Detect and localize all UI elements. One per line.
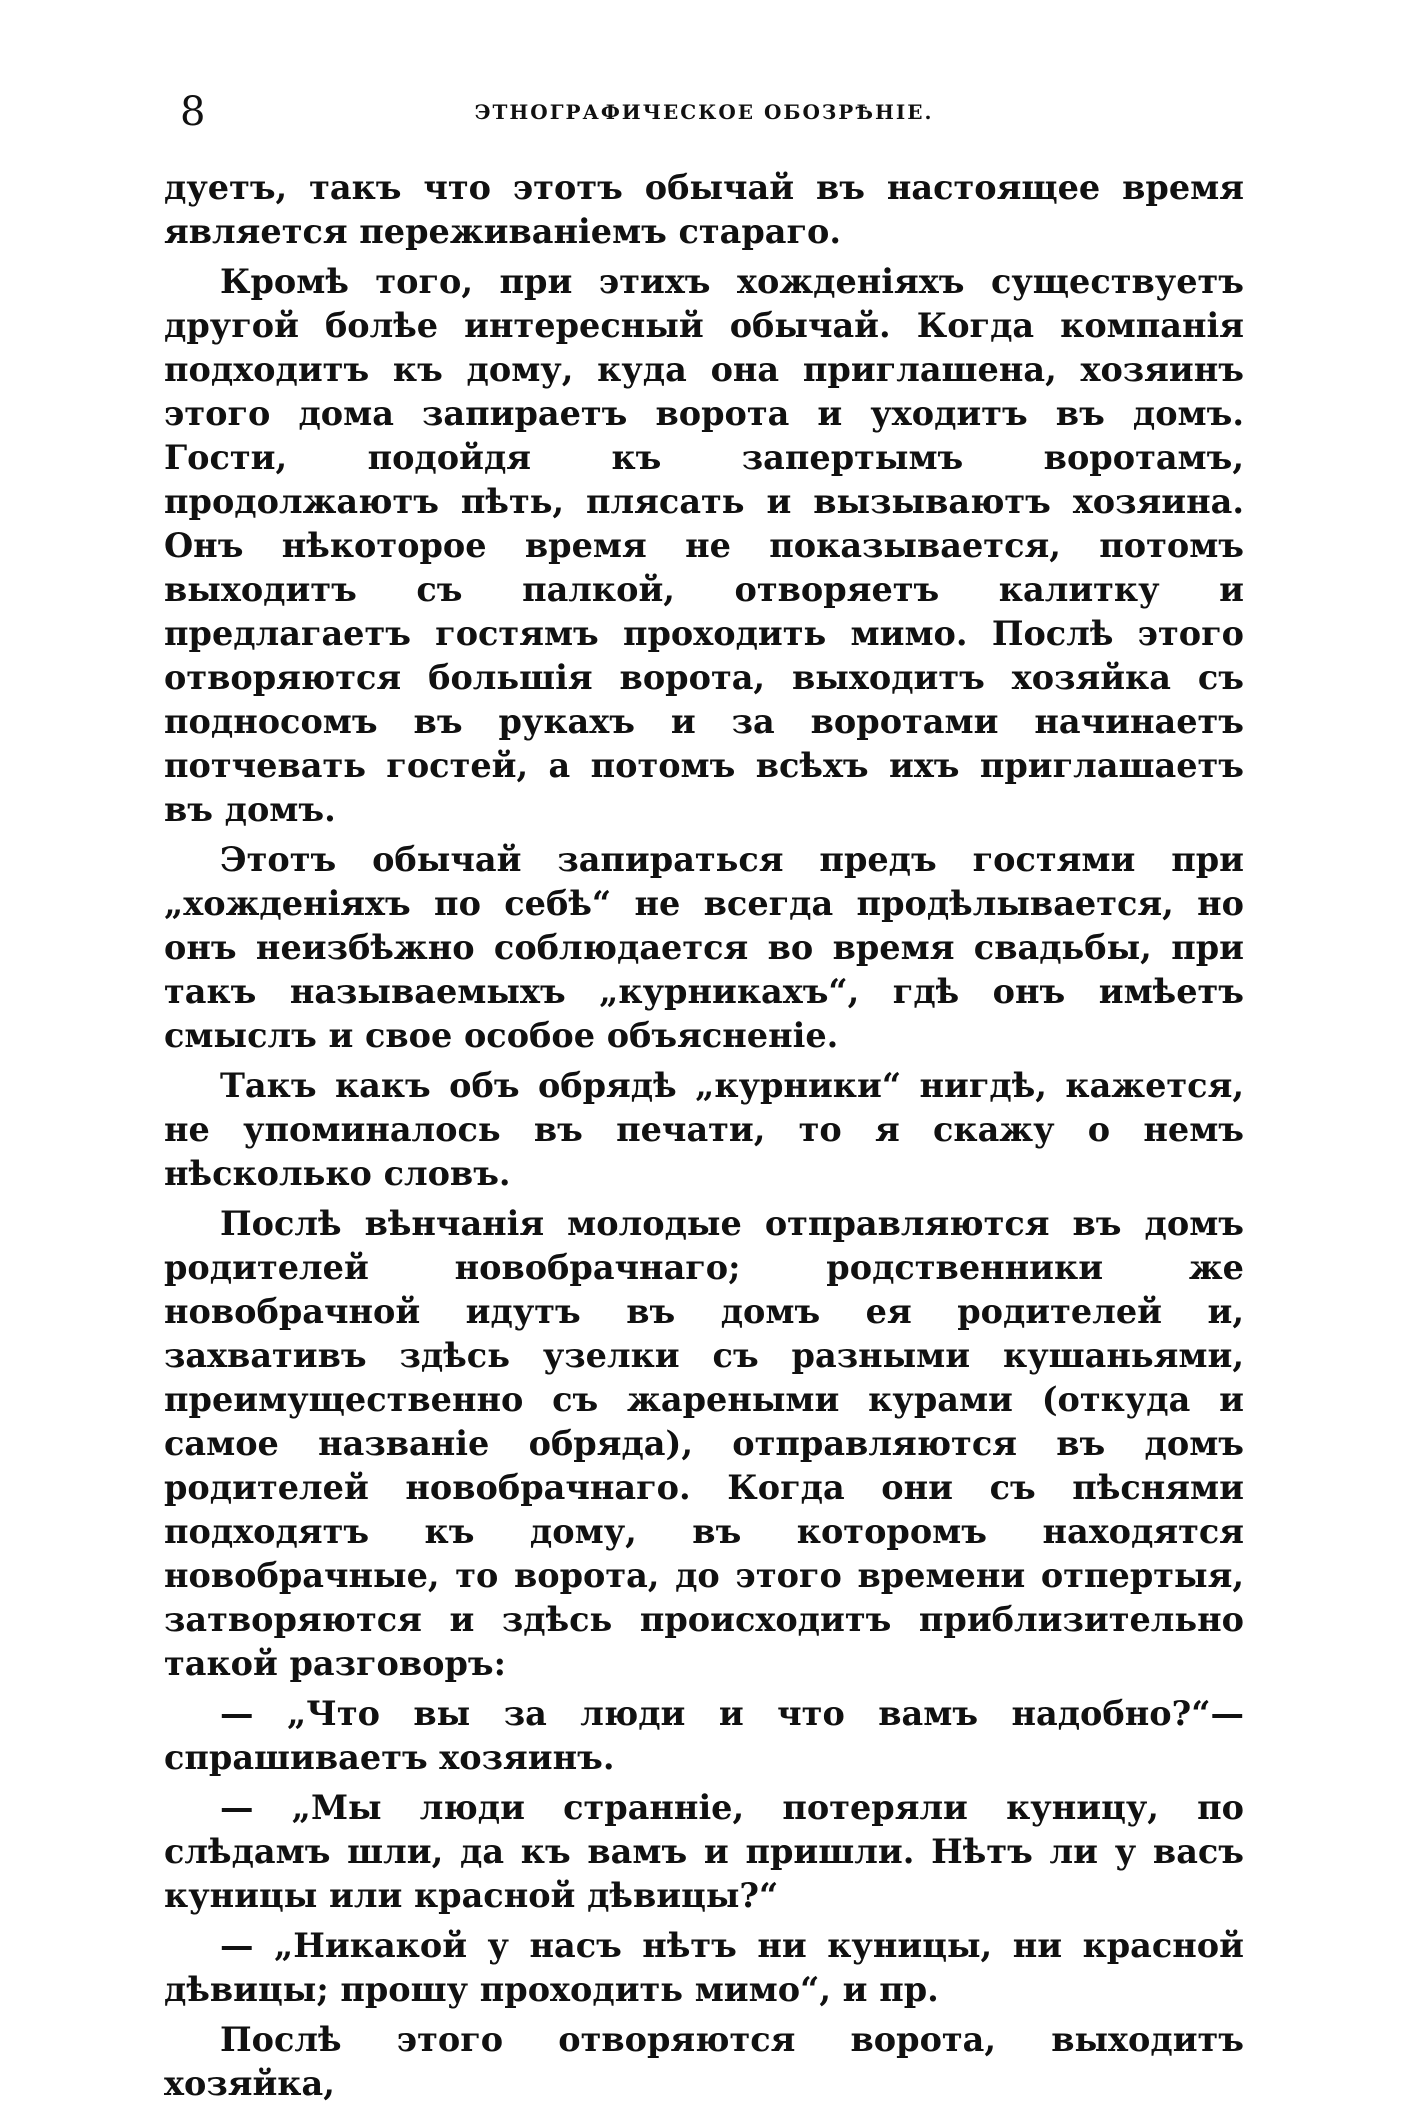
paragraph: Послѣ этого отворяются ворота, выходитъ хозяйка, — [164, 2020, 1244, 2103]
page-header — [164, 89, 1244, 135]
paragraph: Кромѣ того, при этихъ хожденіяхъ существуетъ другой болѣе интересный обычай. Когда компанія подходитъ къ дому, куда она приглашена, хозяинъ этого дома запираетъ ворота и уходитъ въ домъ. Гости, подойдя къ запертымъ воротамъ, продолжаютъ пѣть, плясать и вызываютъ хозяина. Онъ нѣкоторое время не показывается, потомъ выходитъ съ палкой, отворяетъ калитку и предлагаетъ гостямъ проходить мимо. Послѣ этого отворяются большія ворота, выходитъ хозяйка съ подносомъ въ рукахъ и за воротами начинаетъ потчевать гостей, а потомъ всѣхъ ихъ приглашаетъ въ домъ. — [164, 262, 1244, 829]
page — [164, 89, 1244, 2112]
dialogue-line: — „Мы люди странніе, потеряли куницу, по слѣдамъ шли, да къ вамъ и пришли. Нѣтъ ли у васъ куницы или красной дѣвицы?“ — [164, 1788, 1244, 1915]
running-title: ЭТНОГРАФИЧЕСКОЕ ОБОЗРѢНІЕ. — [474, 100, 934, 124]
body-text — [164, 166, 1244, 2106]
page-number: 8 — [180, 89, 206, 135]
dialogue-line: — „Что вы за люди и что вамъ надобно?“—спрашиваетъ хозяинъ. — [164, 1694, 1244, 1777]
paragraph: Послѣ вѣнчанія молодые отправляются въ домъ родителей новобрачнаго; родственники же новобрачной идутъ въ домъ ея родителей и, захвативъ здѣсь узелки съ разными кушаньями, преимущественно съ жареными курами (откуда и самое названіе обряда), отправляются въ домъ родителей новобрачнаго. Когда они съ пѣснями подходятъ къ дому, въ которомъ находятся новобрачные, то ворота, до этого времени отпертыя, затворяются и здѣсь происходитъ приблизительно такой разговоръ: — [164, 1204, 1244, 1683]
paragraph: Этотъ обычай запираться предъ гостями при „хожденіяхъ по себѣ“ не всегда продѣлывается, но онъ неизбѣжно соблюдается во время свадьбы, при такъ называемыхъ „курникахъ“, гдѣ онъ имѣетъ смыслъ и свое особое объясненіе. — [164, 840, 1244, 1055]
paragraph: дуетъ, такъ что этотъ обычай въ настоящее время является переживаніемъ стараго. — [164, 168, 1244, 251]
dialogue-line: — „Никакой у насъ нѣтъ ни куницы, ни красной дѣвицы; прошу проходить мимо“, и пр. — [164, 1926, 1244, 2009]
paragraph: Такъ какъ объ обрядѣ „курники“ нигдѣ, кажется, не упоминалось въ печати, то я скажу о немъ нѣсколько словъ. — [164, 1066, 1244, 1193]
